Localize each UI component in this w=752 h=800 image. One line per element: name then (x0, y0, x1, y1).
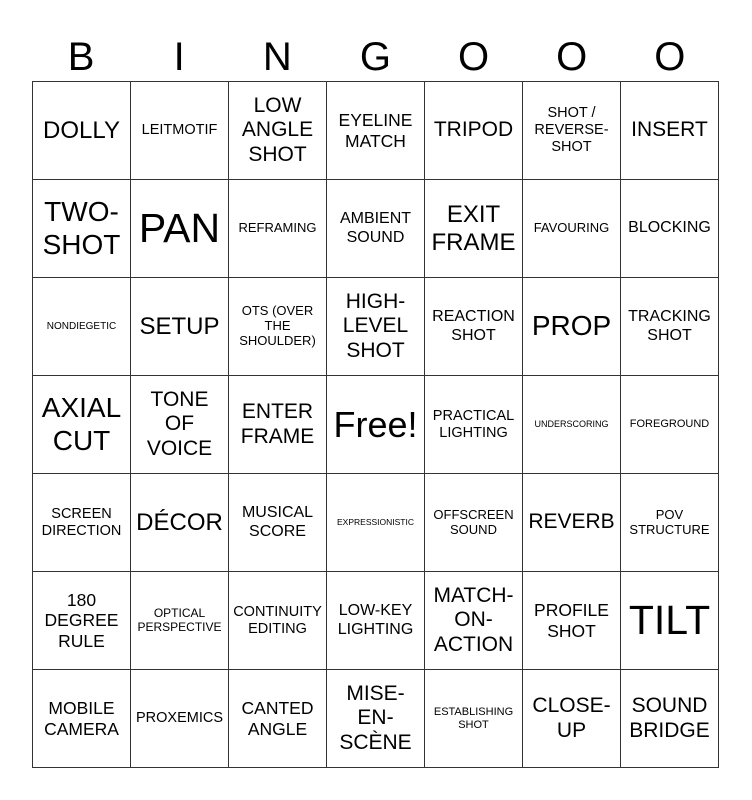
bingo-cell: PROP (523, 278, 621, 376)
bingo-cell: OTS (OVER THE SHOULDER) (229, 278, 327, 376)
bingo-cell: EXPRESSIONISTIC (327, 474, 425, 572)
bingo-cell: TILT (621, 572, 719, 670)
bingo-cell: MATCH-ON-ACTION (425, 572, 523, 670)
bingo-cell: LEITMOTIF (131, 82, 229, 180)
bingo-cell: AMBIENT SOUND (327, 180, 425, 278)
free-space: Free! (327, 376, 425, 474)
bingo-cell: INSERT (621, 82, 719, 180)
bingo-cell: CONTINUITY EDITING (229, 572, 327, 670)
bingo-cell: CLOSE-UP (523, 670, 621, 768)
bingo-cell: 180 DEGREE RULE (33, 572, 131, 670)
bingo-header (32, 34, 719, 80)
bingo-cell: ENTER FRAME (229, 376, 327, 474)
header-letter: N (262, 35, 292, 79)
bingo-cell: SOUND BRIDGE (621, 670, 719, 768)
bingo-cell: SCREEN DIRECTION (33, 474, 131, 572)
bingo-cell: AXIAL CUT (33, 376, 131, 474)
bingo-cell: FAVOURING (523, 180, 621, 278)
bingo-cell: EXIT FRAME (425, 180, 523, 278)
bingo-cell: MUSICAL SCORE (229, 474, 327, 572)
bingo-cell: POV STRUCTURE (621, 474, 719, 572)
bingo-cell: LOW ANGLE SHOT (229, 82, 327, 180)
bingo-cell: MISE-EN-SCÈNE (327, 670, 425, 768)
bingo-cell: LOW-KEY LIGHTING (327, 572, 425, 670)
bingo-cell: REVERB (523, 474, 621, 572)
header-letter: O (654, 35, 686, 79)
header-letter: I (173, 35, 185, 79)
header-letter: O (556, 35, 588, 79)
bingo-cell: MOBILE CAMERA (33, 670, 131, 768)
bingo-cell: FOREGROUND (621, 376, 719, 474)
bingo-cell: OPTICAL PERSPECTIVE (131, 572, 229, 670)
header-letter: G (359, 35, 391, 79)
bingo-cell: EYELINE MATCH (327, 82, 425, 180)
bingo-cell: TRACKING SHOT (621, 278, 719, 376)
bingo-cell: PROFILE SHOT (523, 572, 621, 670)
bingo-cell: DÉCOR (131, 474, 229, 572)
bingo-cell: BLOCKING (621, 180, 719, 278)
bingo-cell: NONDIEGETIC (33, 278, 131, 376)
bingo-cell: HIGH-LEVEL SHOT (327, 278, 425, 376)
bingo-cell: TONE OF VOICE (131, 376, 229, 474)
bingo-cell: ESTABLISHING SHOT (425, 670, 523, 768)
bingo-cell: SETUP (131, 278, 229, 376)
bingo-cell: SHOT / REVERSE-SHOT (523, 82, 621, 180)
bingo-cell: PRACTICAL LIGHTING (425, 376, 523, 474)
bingo-cell: PROXEMICS (131, 670, 229, 768)
bingo-cell: DOLLY (33, 82, 131, 180)
bingo-cell: OFFSCREEN SOUND (425, 474, 523, 572)
bingo-cell: REFRAMING (229, 180, 327, 278)
header-letter: O (458, 35, 490, 79)
bingo-cell: UNDERSCORING (523, 376, 621, 474)
header-letter: B (67, 35, 95, 79)
bingo-cell: PAN (131, 180, 229, 278)
bingo-cell: CANTED ANGLE (229, 670, 327, 768)
bingo-cell: REACTION SHOT (425, 278, 523, 376)
bingo-card-grid (32, 81, 719, 768)
bingo-cell: TRIPOD (425, 82, 523, 180)
bingo-cell: TWO-SHOT (33, 180, 131, 278)
